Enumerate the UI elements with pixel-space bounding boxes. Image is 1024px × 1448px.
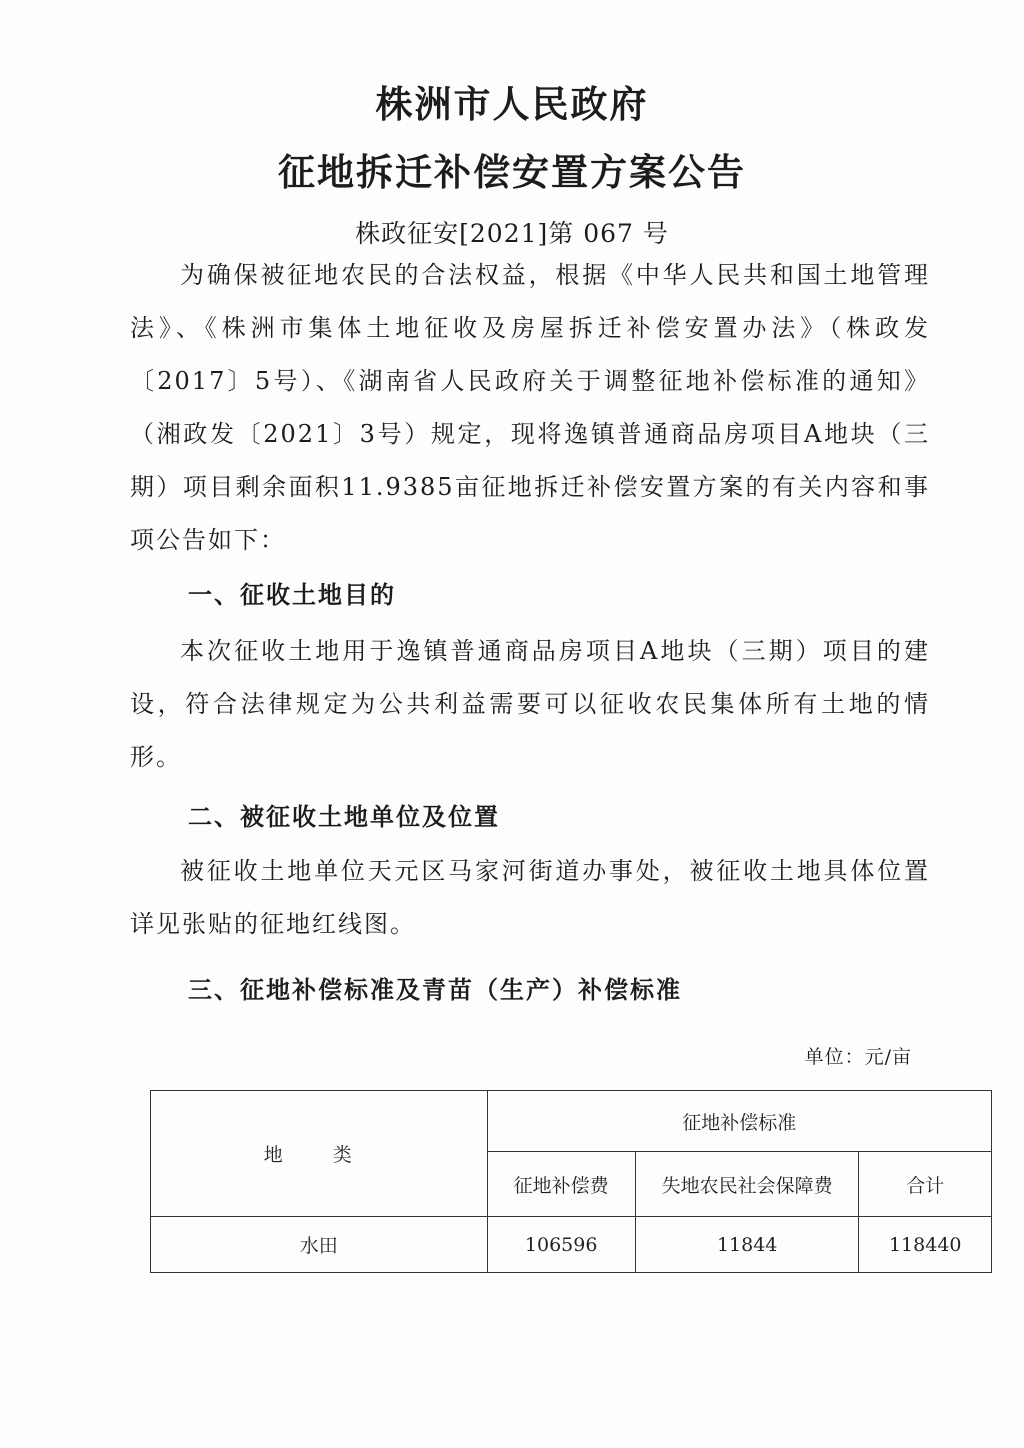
col-header-land-compensation: 征地补偿费 bbox=[487, 1152, 635, 1217]
document-number: 株政征安[2021]第 067 号 bbox=[355, 219, 669, 248]
section-body-location: 被征收土地单位天元区马家河街道办事处，被征收土地具体位置详见张贴的征地红线图。 bbox=[130, 857, 930, 938]
table-unit-label: 单位：元/亩 bbox=[804, 1046, 912, 1068]
section-body-purpose: 本次征收土地用于逸镇普通商品房项目A地块（三期）项目的建设，符合法律规定为公共利益需要可以征收农民集体所有土地的情形。 bbox=[130, 637, 930, 771]
section-heading-purpose: 一、征收土地目的 bbox=[188, 581, 396, 609]
notice-title: 征地拆迁补偿安置方案公告 bbox=[278, 151, 746, 194]
table-row bbox=[151, 1217, 992, 1273]
section-heading-location: 二、被征收土地单位及位置 bbox=[188, 803, 500, 831]
cell-land-type: 水田 bbox=[151, 1217, 488, 1273]
cell-land-compensation: 106596 bbox=[487, 1217, 635, 1273]
cell-total: 118440 bbox=[859, 1217, 992, 1273]
intro-paragraph: 为确保被征地农民的合法权益，根据《中华人民共和国土地管理法》、《株洲市集体土地征收及房屋拆迁补偿安置办法》（株政发〔2017〕5号）、《湖南省人民政府关于调整征地补偿标准的通知》（湘政发〔2021〕3号）规定，现将逸镇普通商品房项目A地块（三期）项目剩余面积11.9385亩征地拆迁补偿安置方案的有关内容和事项公告如下： bbox=[130, 261, 930, 554]
table-header-row bbox=[151, 1091, 992, 1152]
col-header-total: 合计 bbox=[859, 1152, 992, 1217]
col-header-social-security: 失地农民社会保障费 bbox=[635, 1152, 859, 1217]
section-heading-standards: 三、征地补偿标准及青苗（生产）补偿标准 bbox=[188, 976, 682, 1004]
land-type-header: 地 类 bbox=[151, 1091, 488, 1217]
compensation-standard-header: 征地补偿标准 bbox=[487, 1091, 992, 1152]
cell-social-security: 11844 bbox=[635, 1217, 859, 1273]
compensation-table bbox=[150, 1090, 992, 1273]
issuer-title: 株洲市人民政府 bbox=[375, 83, 649, 126]
